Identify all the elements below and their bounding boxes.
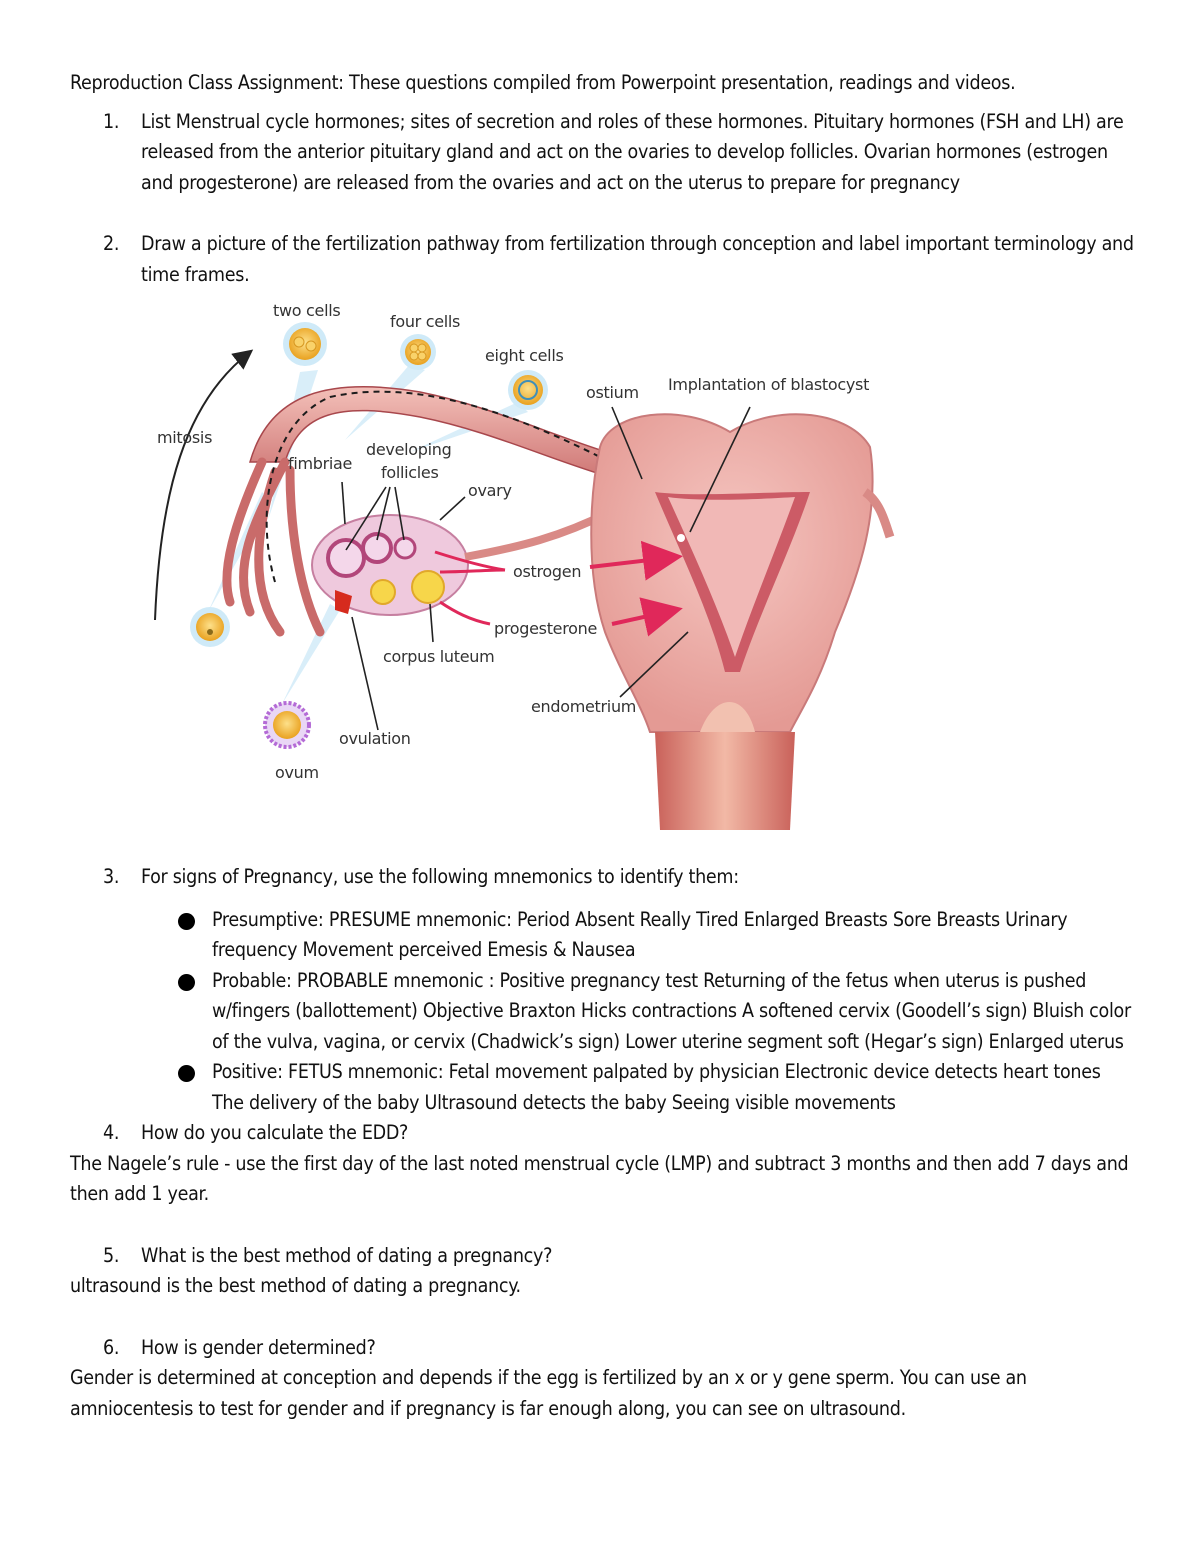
eight-cells-image xyxy=(508,370,548,410)
mitosis-arrow xyxy=(155,352,250,620)
bullet-text: Presumptive: PRESUME mnemonic: Period Absent Really Tired Enlarged Breasts Sore Breasts Urinary frequency Movement perceived Emesis & Nausea xyxy=(212,907,1068,961)
label-ovulation: ovulation xyxy=(339,729,411,748)
question-text: List Menstrual cycle hormones; sites of secretion and roles of these hormones. Pituitary hormones (FSH and LH) are released from the anterior pituitary gland and act on the ovaries to develop follicles. Ovarian hormones (estrogen and progesterone) are released from the ovaries and act on the uterus to prepare for pregnancy xyxy=(141,109,1124,194)
leader-line xyxy=(440,497,465,520)
leader-line xyxy=(430,604,433,642)
bullet-dot-icon xyxy=(178,974,195,991)
label-eight-cells: eight cells xyxy=(485,346,564,365)
document-page xyxy=(70,68,1135,1424)
question-4 xyxy=(70,1118,1135,1149)
label-two-cells: two cells xyxy=(273,301,341,320)
fertilization-diagram xyxy=(70,292,1135,852)
pregnancy-signs-list xyxy=(70,905,1135,1119)
ovarian-ligament xyxy=(465,512,610,557)
answer-4: The Nagele’s rule - use the first day of the last noted menstrual cycle (LMP) and subtract 3 months and then add 7 days and then add 1 year. xyxy=(70,1151,1129,1205)
bullet-dot-icon xyxy=(178,913,195,930)
bullet-probable xyxy=(70,966,1135,1058)
question-number: 3. xyxy=(103,865,120,888)
question-6 xyxy=(70,1333,1135,1364)
bullet-text: Positive: FETUS mnemonic: Fetal movement palpated by physician Electronic device detects heart tones The delivery of the baby Ultrasound detects the baby Seeing visible movements xyxy=(212,1060,1101,1114)
two-cells-image xyxy=(283,322,327,366)
four-cells-image xyxy=(400,334,436,370)
corpus-luteum-shape xyxy=(412,571,444,603)
label-progesterone: progesterone xyxy=(494,619,598,638)
ovum-image xyxy=(265,703,309,747)
follicle xyxy=(395,538,415,558)
leader-line xyxy=(352,617,378,730)
corpus-luteum-shape xyxy=(371,580,395,604)
question-text: How do you calculate the EDD? xyxy=(141,1121,409,1144)
question-text: What is the best method of dating a pregnancy? xyxy=(141,1243,553,1267)
assignment-heading: Reproduction Class Assignment: These questions compiled from Powerpoint presentation, readings and videos. xyxy=(70,71,1016,94)
leader-line xyxy=(342,482,345,524)
question-text: For signs of Pregnancy, use the following mnemonics to identify them: xyxy=(141,865,739,888)
label-follicles: follicles xyxy=(381,463,439,482)
label-ovary: ovary xyxy=(468,481,512,500)
label-developing: developing xyxy=(366,440,452,459)
question-number: 6. xyxy=(103,1335,120,1359)
label-estrogen: ostrogen xyxy=(513,562,582,581)
fertilized-egg-image xyxy=(190,607,230,647)
label-endometrium: endometrium xyxy=(531,697,637,716)
progesterone-arrow xyxy=(440,602,490,624)
question-number: 2. xyxy=(103,232,120,255)
label-ostium: ostium xyxy=(586,383,639,402)
bullet-text: Probable: PROBABLE mnemonic : Positive pregnancy test Returning of the fetus when uterus is pushed w/fingers (ballottement) Objective Braxton Hicks contractions A softened cervix (Goodell’s sign) Bluish color of the vulva, vagina, or cervix (Chadwick’s sign) Lower uterine segment soft (Hegar’s sign) Enlarged uterus xyxy=(212,968,1131,1053)
bullet-dot-icon xyxy=(178,1065,195,1082)
answer-6: Gender is determined at conception and depends if the egg is fertilized by an x or y gene sperm. You can use an amniocentesis to test for gender and if pregnancy is far enough along, you can see on ultrasound. xyxy=(70,1366,1027,1420)
question-number: 5. xyxy=(103,1243,120,1267)
question-text: Draw a picture of the fertilization pathway from fertilization through conception and label important terminology and time frames. xyxy=(141,232,1134,286)
label-fimbriae: fimbriae xyxy=(288,454,353,473)
label-ovum: ovum xyxy=(275,763,319,782)
follicle xyxy=(328,540,364,576)
label-implantation: Implantation of blastocyst xyxy=(668,375,870,394)
question-5 xyxy=(70,1241,1135,1272)
label-corpus-luteum: corpus luteum xyxy=(383,647,495,666)
blastocyst xyxy=(677,534,685,542)
cervix-shape xyxy=(655,732,795,830)
question-number: 1. xyxy=(103,109,120,133)
fertilization-diagram-svg xyxy=(70,292,1135,852)
label-four-cells: four cells xyxy=(390,312,461,331)
bullet-positive xyxy=(70,1057,1135,1118)
label-mitosis: mitosis xyxy=(157,428,213,447)
answer-5: ultrasound is the best method of dating a pregnancy. xyxy=(70,1274,521,1297)
question-3 xyxy=(70,862,1135,893)
question-text: How is gender determined? xyxy=(141,1335,376,1359)
question-2 xyxy=(70,229,1135,290)
question-1 xyxy=(70,107,1135,199)
question-number: 4. xyxy=(103,1121,120,1144)
bullet-presumptive xyxy=(70,905,1135,966)
